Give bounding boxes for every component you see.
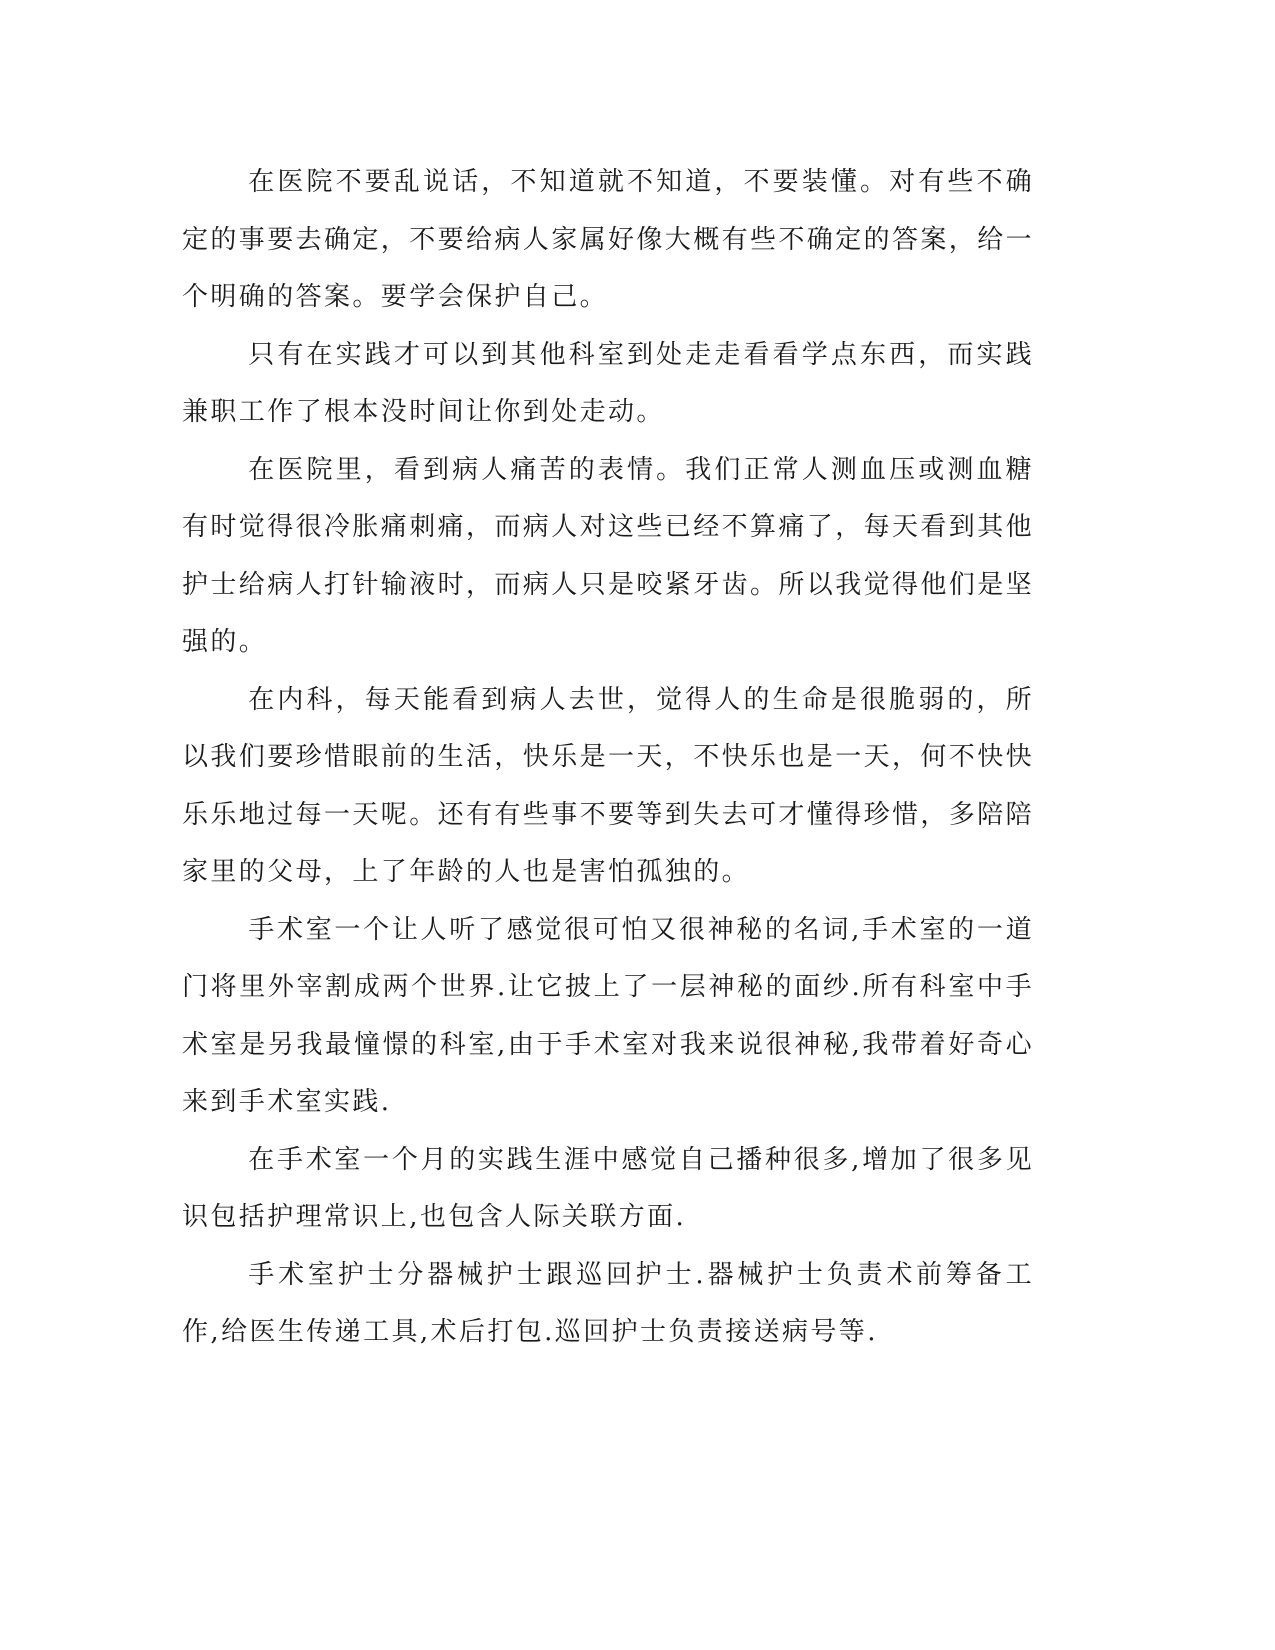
paragraph-3: 在医院里，看到病人痛苦的表情。我们正常人测血压或测血糖有时觉得很冷胀痛刺痛，而病人对这些已经不算痛了，每天看到其他护士给病人打针输液时，而病人只是咬紧牙齿。所以我觉得他们是坚强的。 [182,454,1035,657]
paragraph-2: 只有在实践才可以到其他科室到处走走看看学点东西，而实践兼职工作了根本没时间让你到处走动。 [182,339,1034,427]
body-text [182,154,1034,1362]
paragraph-4: 在内科，每天能看到病人去世，觉得人的生命是很脆弱的，所以我们要珍惜眼前的生活，快乐是一天，不快乐也是一天，何不快快乐乐地过每一天呢。还有有些事不要等到失去可才懂得珍惜，多陪陪家里的父母，上了年龄的人也是害怕孤独的。 [182,684,1035,887]
paragraph-7: 手术室护士分器械护士跟巡回护士.器械护士负责术前筹备工作,给医生传递工具,术后打包.巡回护士负责接送病号等. [182,1259,1034,1347]
paragraph-5: 手术室一个让人听了感觉很可怕又很神秘的名词,手术室的一道门将里外宰割成两个世界.让它披上了一层神秘的面纱.所有科室中手术室是另我最憧憬的科室,由于手术室对我来说很神秘,我带着好奇心来到手术室实践. [182,914,1034,1117]
paragraph-1: 在医院不要乱说话，不知道就不知道，不要装懂。对有些不确定的事要去确定，不要给病人家属好像大概有些不确定的答案，给一个明确的答案。要学会保护自己。 [182,167,1035,312]
paragraph-6: 在手术室一个月的实践生涯中感觉自己播种很多,增加了很多见识包括护理常识上,也包含人际关联方面. [182,1144,1034,1232]
